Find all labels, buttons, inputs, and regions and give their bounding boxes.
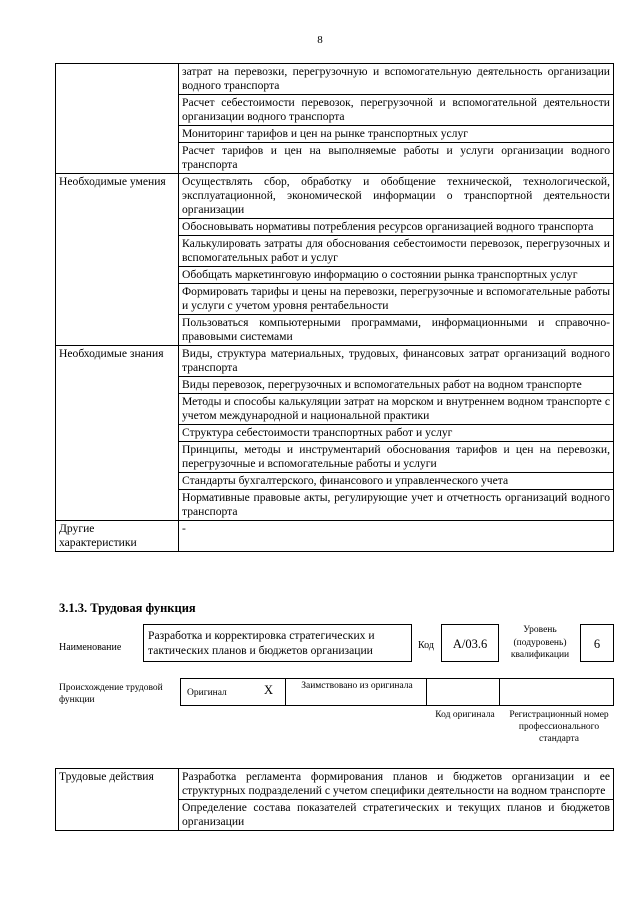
row-item: Расчет тарифов и цен на выполняемые работы и услуги организации водного транспорта (179, 143, 614, 174)
row-item: Формировать тарифы и цены на перевозки, перегрузочные и вспомогательные работы и услуги с учетом уровня рентабельности (179, 284, 614, 315)
labor-actions-table (55, 768, 614, 831)
requirements-table (55, 63, 614, 552)
borrowed-label: Заимствовано из оригинала (301, 681, 413, 691)
row-item: - (179, 521, 614, 552)
row-item: Виды перевозок, перегрузочных и вспомогательных работ на водном транспорте (179, 377, 614, 394)
row-item: Принципы, методы и инструментарий обоснования тарифов и цен на перевозки, перегрузочные и вспомогательные работы и услуги (179, 442, 614, 473)
table-row (56, 521, 614, 552)
page-number: 8 (317, 34, 323, 46)
row-item: Определение состава показателей стратегических и текущих планов и бюджетов организации (179, 800, 614, 831)
row-item: Структура себестоимости транспортных работ и услуг (179, 425, 614, 442)
row-label: Необходимые знания (56, 346, 179, 521)
row-label: Другие характеристики (56, 521, 179, 552)
code-original-label: Код оригинала (435, 710, 495, 720)
row-item: Методы и способы калькуляции затрат на морском и внутреннем водном транспорте с учетом международной и национальной практики (179, 394, 614, 425)
original-label: Оригинал (187, 688, 227, 698)
row-item: затрат на перевозки, перегрузочную и вспомогательную деятельность организации водного транспорта (179, 64, 614, 95)
row-item: Осуществлять сбор, обработку и обобщение технической, технологической, эксплуатационной, экономической информации о транспортной деятельности организации (179, 174, 614, 219)
function-name-field: Разработка и корректировка стратегических и тактических планов и бюджетов организации (143, 624, 412, 662)
row-item: Стандарты бухгалтерского, финансового и управленческого учета (179, 473, 614, 490)
row-item: Обобщать маркетинговую информацию о состоянии рынка транспортных услуг (179, 267, 614, 284)
row-label: Необходимые умения (56, 174, 179, 346)
row-item: Обосновывать нормативы потребления ресурсов организацией водного транспорта (179, 219, 614, 236)
row-item: Расчет себестоимости перевозок, перегрузочной и вспомогательной деятельности организации водного транспорта (179, 95, 614, 126)
section-title: 3.1.3. Трудовая функция (59, 601, 196, 615)
code-original-cell (427, 678, 500, 706)
code-label: Код (418, 640, 434, 651)
level-field: 6 (580, 624, 614, 662)
row-label: Трудовые действия (56, 769, 179, 831)
row-item: Виды, структура материальных, трудовых, финансовых затрат организаций водного транспорта (179, 346, 614, 377)
origin-label: Происхождение трудовой функции (59, 683, 163, 705)
table-row (56, 769, 614, 800)
reg-number-label: Регистрационный номер профессионального стандарта (509, 710, 609, 744)
row-label (56, 64, 179, 174)
code-field: A/03.6 (441, 624, 499, 662)
table-row (56, 64, 614, 95)
level-label: Уровень (подуровень) квалификации (510, 625, 570, 660)
row-item: Разработка регламента формирования планов и бюджетов организации и ее структурных подразделений с учетом специфики деятельности на водном транспорте (179, 769, 614, 800)
table-row (56, 346, 614, 377)
original-mark: X (264, 683, 274, 697)
row-item: Пользоваться компьютерными программами, информационными и справочно-правовыми системами (179, 315, 614, 346)
row-item: Мониторинг тарифов и цен на рынке транспортных услуг (179, 126, 614, 143)
name-label: Наименование (59, 642, 122, 653)
row-item: Нормативные правовые акты, регулирующие учет и отчетность организаций водного транспорта (179, 490, 614, 521)
table-row (56, 174, 614, 219)
row-item: Калькулировать затраты для обоснования себестоимости перевозок, перегрузочных и вспомогательных работ и услуг (179, 236, 614, 267)
